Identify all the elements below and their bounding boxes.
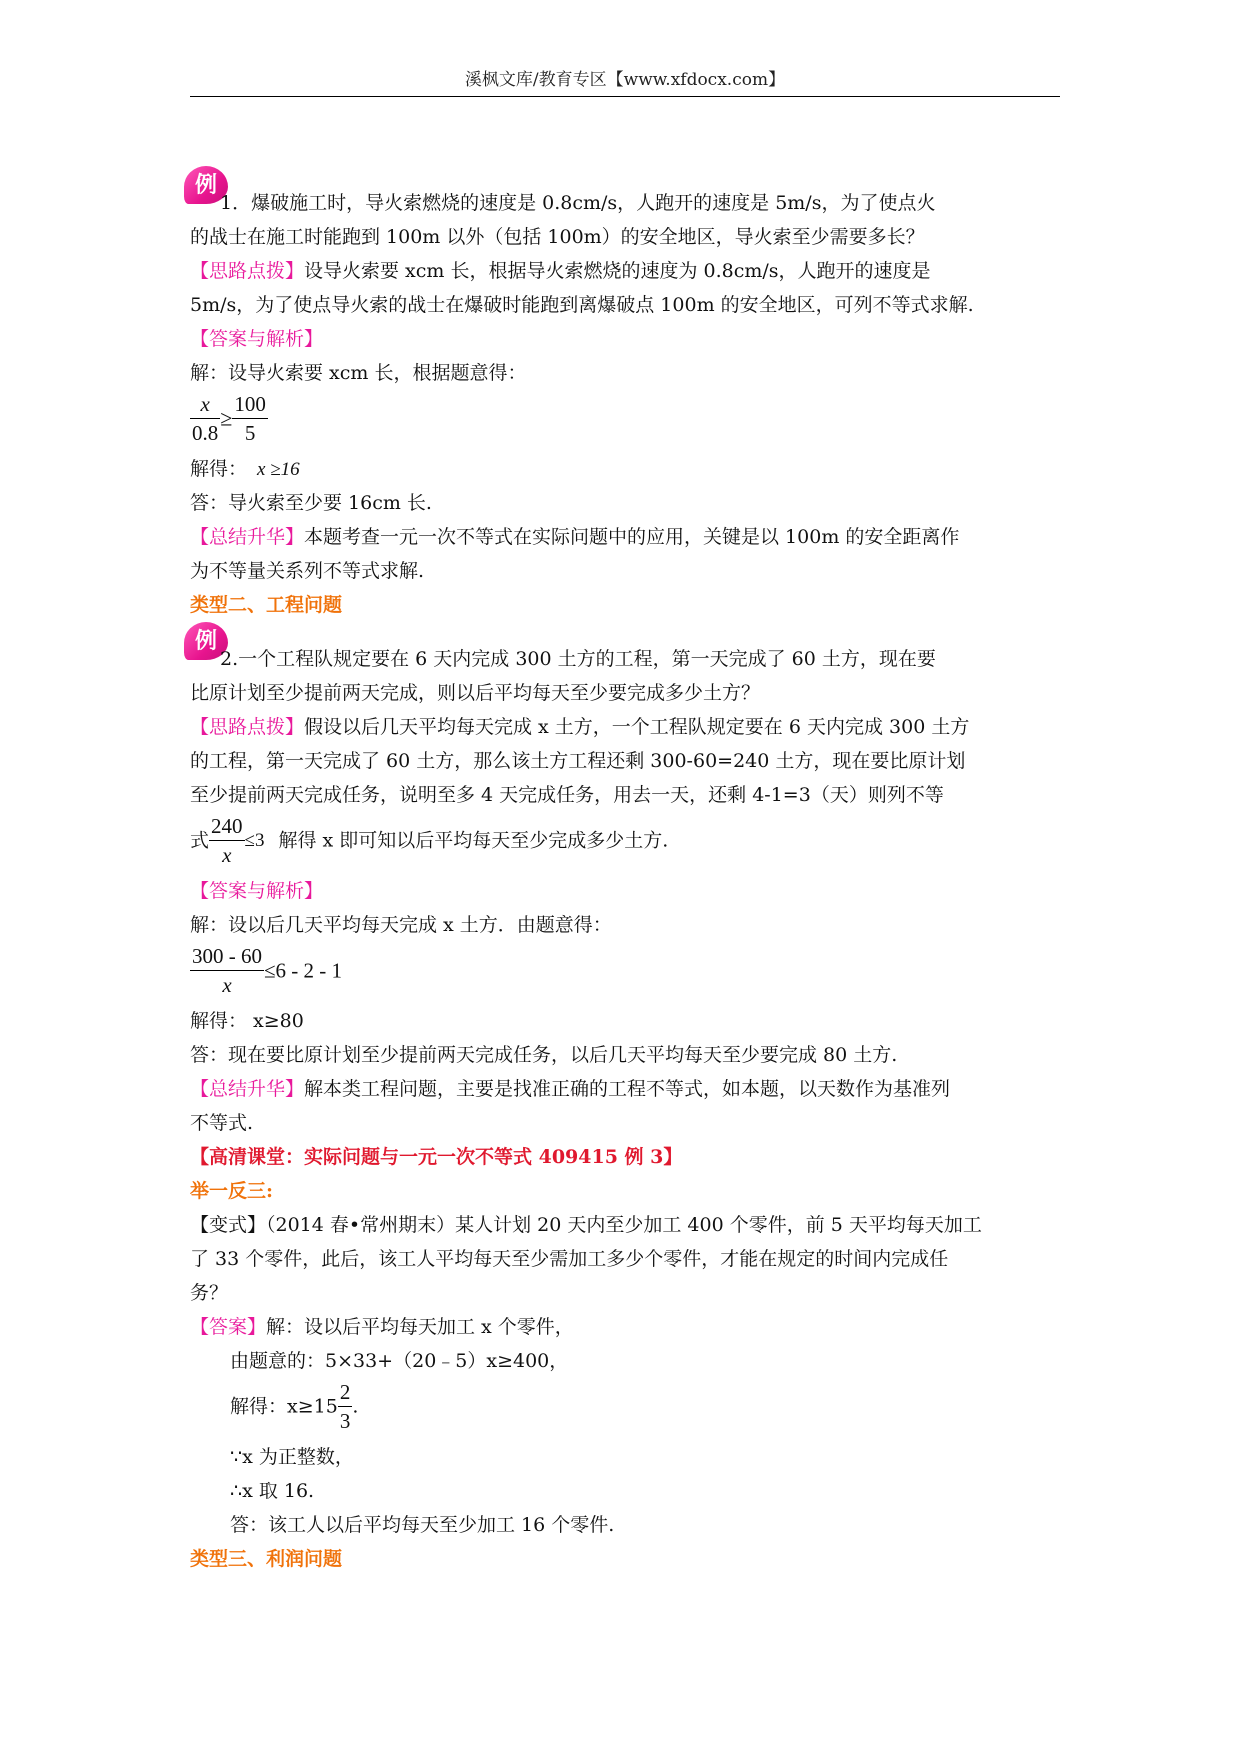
example1-answer-tag: 【答案与解析】 xyxy=(190,328,324,350)
example2-hint-line3: 至少提前两天完成任务，说明至多 4 天完成任务，用去一天，还剩 4-1=3（天）则列不等 xyxy=(190,784,944,806)
example1-summary-line2: 为不等量关系列不等式求解. xyxy=(190,560,425,582)
example1-question-line1: 1．爆破施工时，导火索燃烧的速度是 0.8cm/s，人跑开的速度是 5m/s，为了使点火 xyxy=(220,192,936,214)
answer-tag: 【答案】 xyxy=(190,1316,267,1338)
example2-final-answer: 答：现在要比原计划至少提前两天完成任务，以后几天平均每天至少要完成 80 土方. xyxy=(190,1044,898,1066)
page-header: 溪枫文库/教育专区【www.xfdocx.com】 xyxy=(464,70,786,90)
example-badge-icon: 例 xyxy=(184,166,228,204)
variant-answer-line4: ∵x 为正整数， xyxy=(230,1446,354,1468)
example2-summary-line2: 不等式. xyxy=(190,1112,254,1134)
hint-tag: 【思路点拨】 xyxy=(190,716,305,738)
document-body xyxy=(190,166,1060,1576)
summary-tag: 【总结升华】 xyxy=(190,526,305,548)
section-heading-type3: 类型三、利润问题 xyxy=(190,1548,343,1570)
example2-hint-line4: 式 $\frac{240}{x}$ ≤3 解得 x 即可知以后平均每天至少完成多少土方. xyxy=(190,814,669,867)
example2-answer-tag: 【答案与解析】 xyxy=(190,880,324,902)
example2-question-line2: 比原计划至少提前两天完成，则以后平均每天至少要完成多少土方？ xyxy=(190,682,761,704)
variant-line1: 【变式】（2014 春•常州期末）某人计划 20 天内至少加工 400 个零件，前 5 天平均每天加工 xyxy=(190,1214,982,1236)
example2-question-line1: 2.一个工程队规定要在 6 天内完成 300 土方的工程，第一天完成了 60 土方，现在要 xyxy=(220,648,936,670)
example2-inequality: $\frac{300 - 60}{x}$ ≤6 - 2 - 1 xyxy=(192,944,343,997)
variant-answer-line5: ∴x 取 16. xyxy=(230,1480,315,1502)
example1-solve: 解得： x ≥16 xyxy=(190,458,300,480)
example1-hint-line1: 【思路点拨】设导火索要 xcm 长，根据导火索燃烧的速度为 0.8cm/s，人跑开的速度是 xyxy=(190,260,931,282)
fraction-100-over-5: $\frac{100}{5}$ xyxy=(234,392,266,445)
example-badge-icon: 例 xyxy=(184,622,228,660)
variant-line3: 务？ xyxy=(190,1282,229,1304)
example2-solution-intro: 解：设以后几天平均每天完成 x 土方．由题意得： xyxy=(190,914,612,936)
hint-tag: 【思路点拨】 xyxy=(190,260,305,282)
example2-hint-line2: 的工程，第一天完成了 60 土方，那么该土方工程还剩 300-60=240 土方，现在要比原计划 xyxy=(190,750,966,772)
section-heading-type2: 类型二、工程问题 xyxy=(190,594,343,616)
fraction-300-minus-60-over-x: $\frac{300 - 60}{x}$ xyxy=(192,944,262,997)
variant-answer-line6: 答：该工人以后平均每天至少加工 16 个零件. xyxy=(230,1514,615,1536)
example2-solve: 解得： x≥80 xyxy=(190,1010,304,1032)
example1-final-answer: 答：导火索至少要 16cm 长. xyxy=(190,492,432,514)
example1-summary-line1: 【总结升华】本题考查一元一次不等式在实际问题中的应用，关键是以 100m 的安全距离作 xyxy=(190,526,960,548)
variant-answer-line2: 由题意的：5×33+（20﹣5）x≥400， xyxy=(230,1350,569,1372)
fraction-240-over-x: $\frac{240}{x}$ xyxy=(211,814,243,867)
example1-question-line2: 的战士在施工时能跑到 100m 以外（包括 100m）的安全地区，导火索至少需要多长？ xyxy=(190,226,925,248)
example2-hint-line1: 【思路点拨】假设以后几天平均每天完成 x 土方，一个工程队规定要在 6 天内完成 300 土方 xyxy=(190,716,970,738)
hd-classroom-link[interactable]: 【高清课堂：实际问题与一元一次不等式 409415 例 3】 xyxy=(190,1146,683,1168)
variant-answer-line1: 【答案】解：设以后平均每天加工 x 个零件， xyxy=(190,1316,574,1338)
summary-tag: 【总结升华】 xyxy=(190,1078,305,1100)
example1-hint-line2: 5m/s，为了使点导火索的战士在爆破时能跑到离爆破点 100m 的安全地区，可列不等式求解. xyxy=(190,294,974,316)
example1-inequality: $\frac{x}{0.8}$ ≥ $\frac{100}{5}$ xyxy=(192,392,266,445)
variant-answer-line3: 解得：x≥15 $\frac{2}{3}$ . xyxy=(230,1380,359,1433)
header-divider xyxy=(190,96,1060,97)
variant-line2: 了 33 个零件，此后，该工人平均每天至少需加工多少个零件，才能在规定的时间内完成任 xyxy=(190,1248,949,1270)
practice-heading: 举一反三: xyxy=(190,1180,274,1202)
example2-summary-line1: 【总结升华】解本类工程问题，主要是找准正确的工程不等式，如本题，以天数作为基准列 xyxy=(190,1078,951,1100)
fraction-2-over-3: $\frac{2}{3}$ xyxy=(339,1380,351,1433)
fraction-x-over-0.8: $\frac{x}{0.8}$ xyxy=(192,392,219,445)
example1-solution-intro: 解：设导火索要 xcm 长，根据题意得： xyxy=(190,362,527,384)
